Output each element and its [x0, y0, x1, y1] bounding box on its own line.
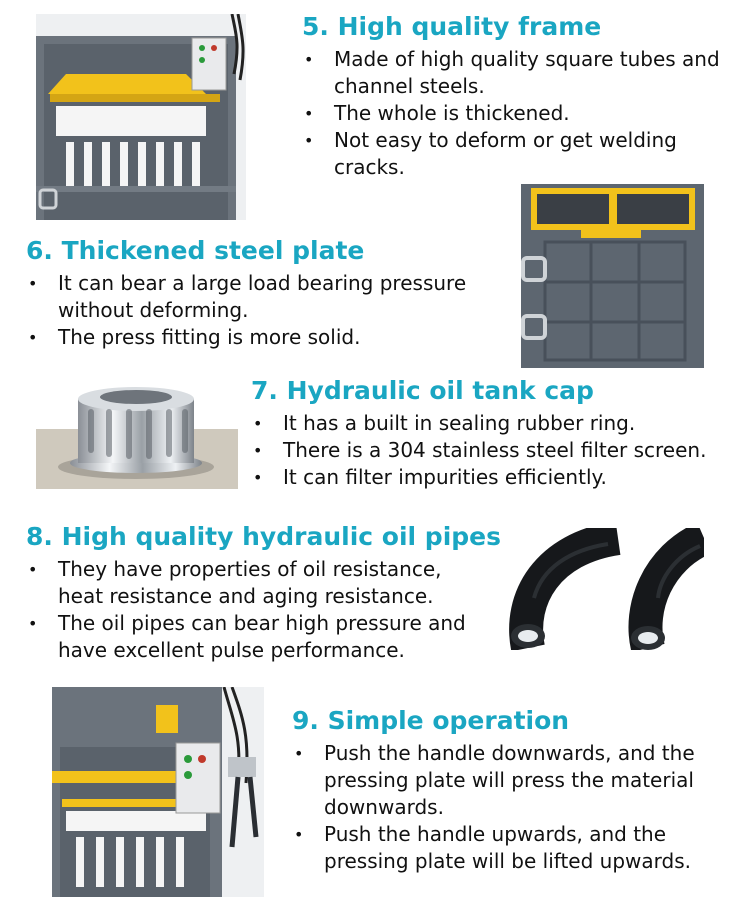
bullet-item: • It can filter impurities efficiently. — [251, 464, 731, 491]
bullet-item: • The whole is thickened. — [302, 100, 732, 127]
bullet-item: • It has a built in sealing rubber ring. — [251, 410, 731, 437]
section-5 — [302, 12, 732, 181]
bullet-item: • The oil pipes can bear high pressure and have excellent pulse performance. — [26, 610, 486, 664]
baler-door-plate-image — [521, 184, 704, 368]
bullet-item: • Made of high quality square tubes and channel steels. — [302, 46, 732, 100]
bullet-item: • Not easy to deform or get welding cracks. — [302, 127, 732, 181]
bullet-item: • Push the handle upwards, and the pressing plate will be lifted upwards. — [292, 821, 732, 875]
section-title: 8. High quality hydraulic oil pipes — [26, 522, 501, 551]
bullet-item: • There is a 304 stainless steel filter screen. — [251, 437, 731, 464]
section-8 — [26, 522, 501, 664]
bullet-list — [26, 270, 506, 351]
section-title: 7. Hydraulic oil tank cap — [251, 376, 594, 405]
control-handle-image — [52, 687, 264, 897]
section-title: 5. High quality frame — [302, 12, 602, 41]
bullet-list — [251, 410, 731, 491]
section-6 — [26, 236, 506, 351]
oil-tank-cap-image — [36, 375, 238, 489]
section-9 — [292, 706, 732, 875]
section-title: 9. Simple operation — [292, 706, 570, 735]
bullet-list — [302, 46, 732, 181]
bullet-item: • The press fitting is more solid. — [26, 324, 506, 351]
baler-frame-image — [36, 14, 246, 220]
section-title: 6. Thickened steel plate — [26, 236, 365, 265]
bullet-item: • Push the handle downwards, and the pressing plate will press the material downwards. — [292, 740, 732, 821]
section-7 — [251, 376, 731, 491]
bullet-list — [26, 556, 486, 664]
bullet-item: • They have properties of oil resistance, heat resistance and aging resistance. — [26, 556, 486, 610]
bullet-item: • It can bear a large load bearing pressure without deforming. — [26, 270, 506, 324]
bullet-list — [292, 740, 732, 875]
hydraulic-hose-image — [508, 528, 704, 650]
